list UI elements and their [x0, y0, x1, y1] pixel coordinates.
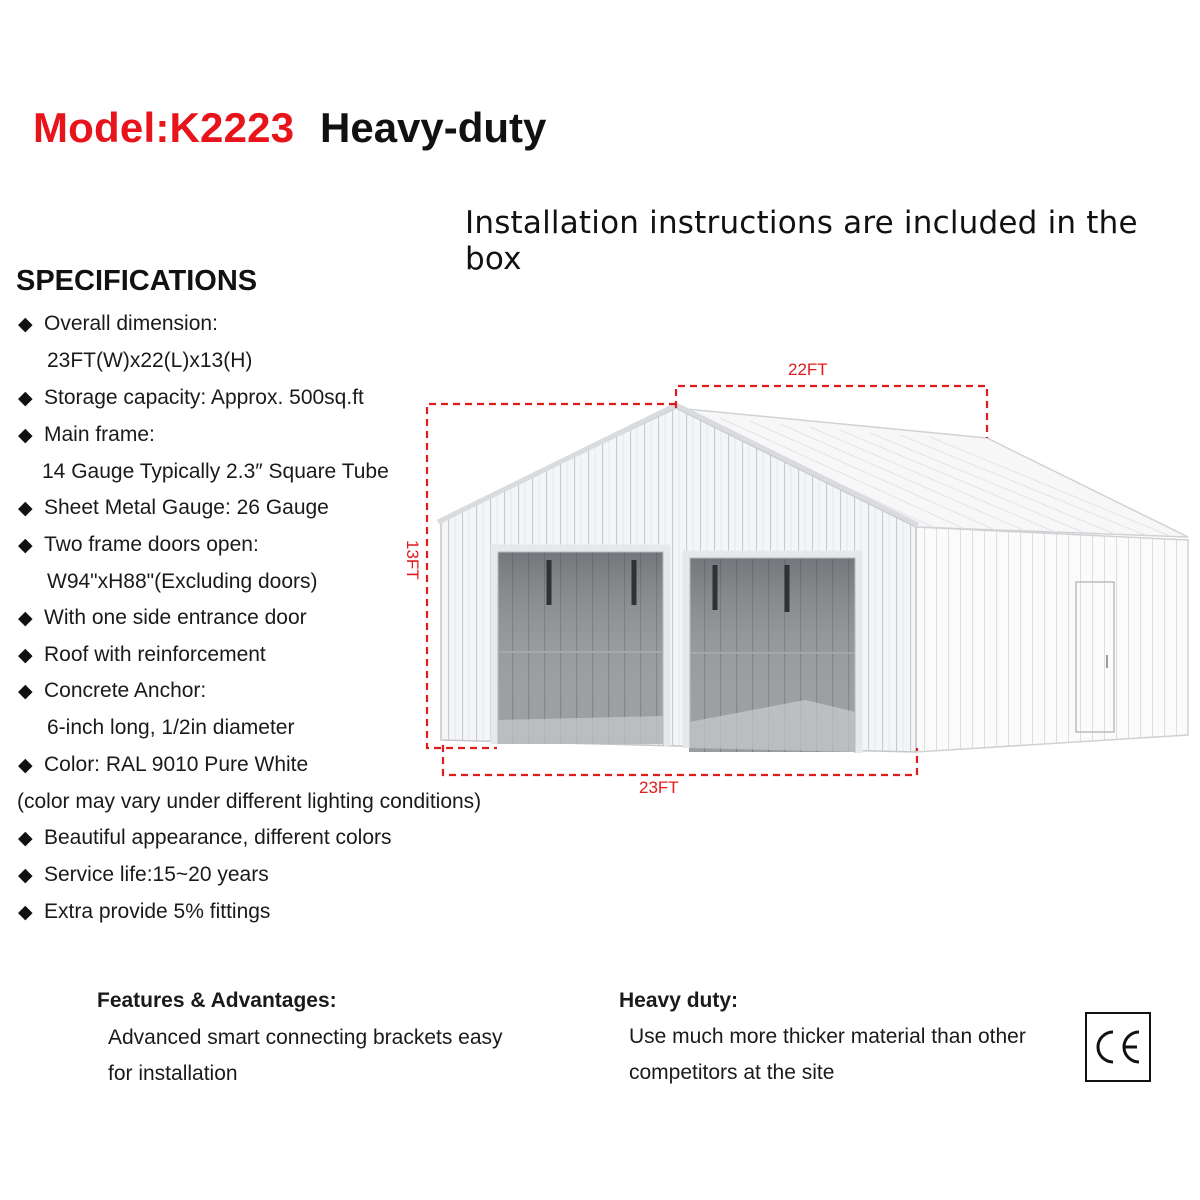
bullet-icon: ◆	[18, 608, 33, 629]
bullet-icon: ◆	[18, 755, 33, 776]
heavy-duty-line: Use much more thicker material than other	[629, 1025, 1026, 1048]
side-wall	[916, 527, 1188, 752]
heavy-duty-line: competitors at the site	[629, 1061, 835, 1084]
length-dimension-label: 22FT	[788, 360, 828, 379]
heavy-duty-heading: Heavy duty:	[619, 989, 739, 1012]
left-door-opening	[497, 551, 664, 744]
spec-detail-dimension: 23FT(W)x22(L)x13(H)	[47, 349, 253, 372]
spec-detail-anchor: 6-inch long, 1/2in diameter	[47, 716, 295, 739]
spec-item-frame-doors: ◆ Two frame doors open:	[18, 533, 259, 556]
bullet-icon: ◆	[18, 865, 33, 886]
features-line: for installation	[108, 1062, 238, 1085]
right-door-opening	[689, 557, 856, 752]
features-line: Advanced smart connecting brackets easy	[108, 1026, 503, 1049]
spec-detail-color: (color may vary under different lighting conditions)	[17, 790, 482, 813]
heavy-duty-text	[629, 1019, 1026, 1091]
bullet-icon: ◆	[18, 681, 33, 702]
height-dimension-label: 13FT	[403, 540, 422, 580]
spec-item-service-life: ◆ Service life:15~20 years	[18, 863, 269, 886]
bullet-icon: ◆	[18, 535, 33, 556]
spec-item-roof: ◆ Roof with reinforcement	[18, 643, 266, 666]
spec-item-sheet-gauge: ◆ Sheet Metal Gauge: 26 Gauge	[18, 496, 329, 519]
spec-detail-main-frame: 14 Gauge Typically 2.3″ Square Tube	[42, 460, 389, 483]
width-dimension-label: 23FT	[639, 778, 679, 797]
spec-item-appearance: ◆ Beautiful appearance, different colors	[18, 826, 392, 849]
features-heading: Features & Advantages:	[97, 989, 337, 1012]
bullet-icon: ◆	[18, 314, 33, 335]
spec-item-color: ◆ Color: RAL 9010 Pure White	[18, 753, 309, 776]
heavy-duty-title: Heavy-duty	[320, 104, 547, 151]
bullet-icon: ◆	[18, 645, 33, 666]
spec-item-overall-dimension: ◆ Overall dimension:	[18, 312, 218, 335]
ce-mark-icon	[1085, 1012, 1151, 1082]
bullet-icon: ◆	[18, 498, 33, 519]
spec-item-storage: ◆ Storage capacity: Approx. 500sq.ft	[18, 386, 364, 409]
spec-item-side-door: ◆ With one side entrance door	[18, 606, 307, 629]
spec-item-main-frame: ◆ Main frame:	[18, 423, 155, 446]
installation-note: Installation instructions are included in the box	[465, 205, 1138, 277]
spec-detail-frame-doors: W94"xH88"(Excluding doors)	[47, 570, 318, 593]
bullet-icon: ◆	[18, 425, 33, 446]
spec-item-fittings: ◆ Extra provide 5% fittings	[18, 900, 271, 923]
bullet-icon: ◆	[18, 388, 33, 409]
features-text	[108, 1020, 503, 1092]
model-title: Model:K2223	[33, 104, 295, 151]
bullet-icon: ◆	[18, 902, 33, 923]
specifications-heading: SPECIFICATIONS	[16, 265, 258, 297]
ce-mark-glyph	[1092, 1027, 1144, 1067]
bullet-icon: ◆	[18, 828, 33, 849]
spec-item-anchor: ◆ Concrete Anchor:	[18, 679, 207, 702]
